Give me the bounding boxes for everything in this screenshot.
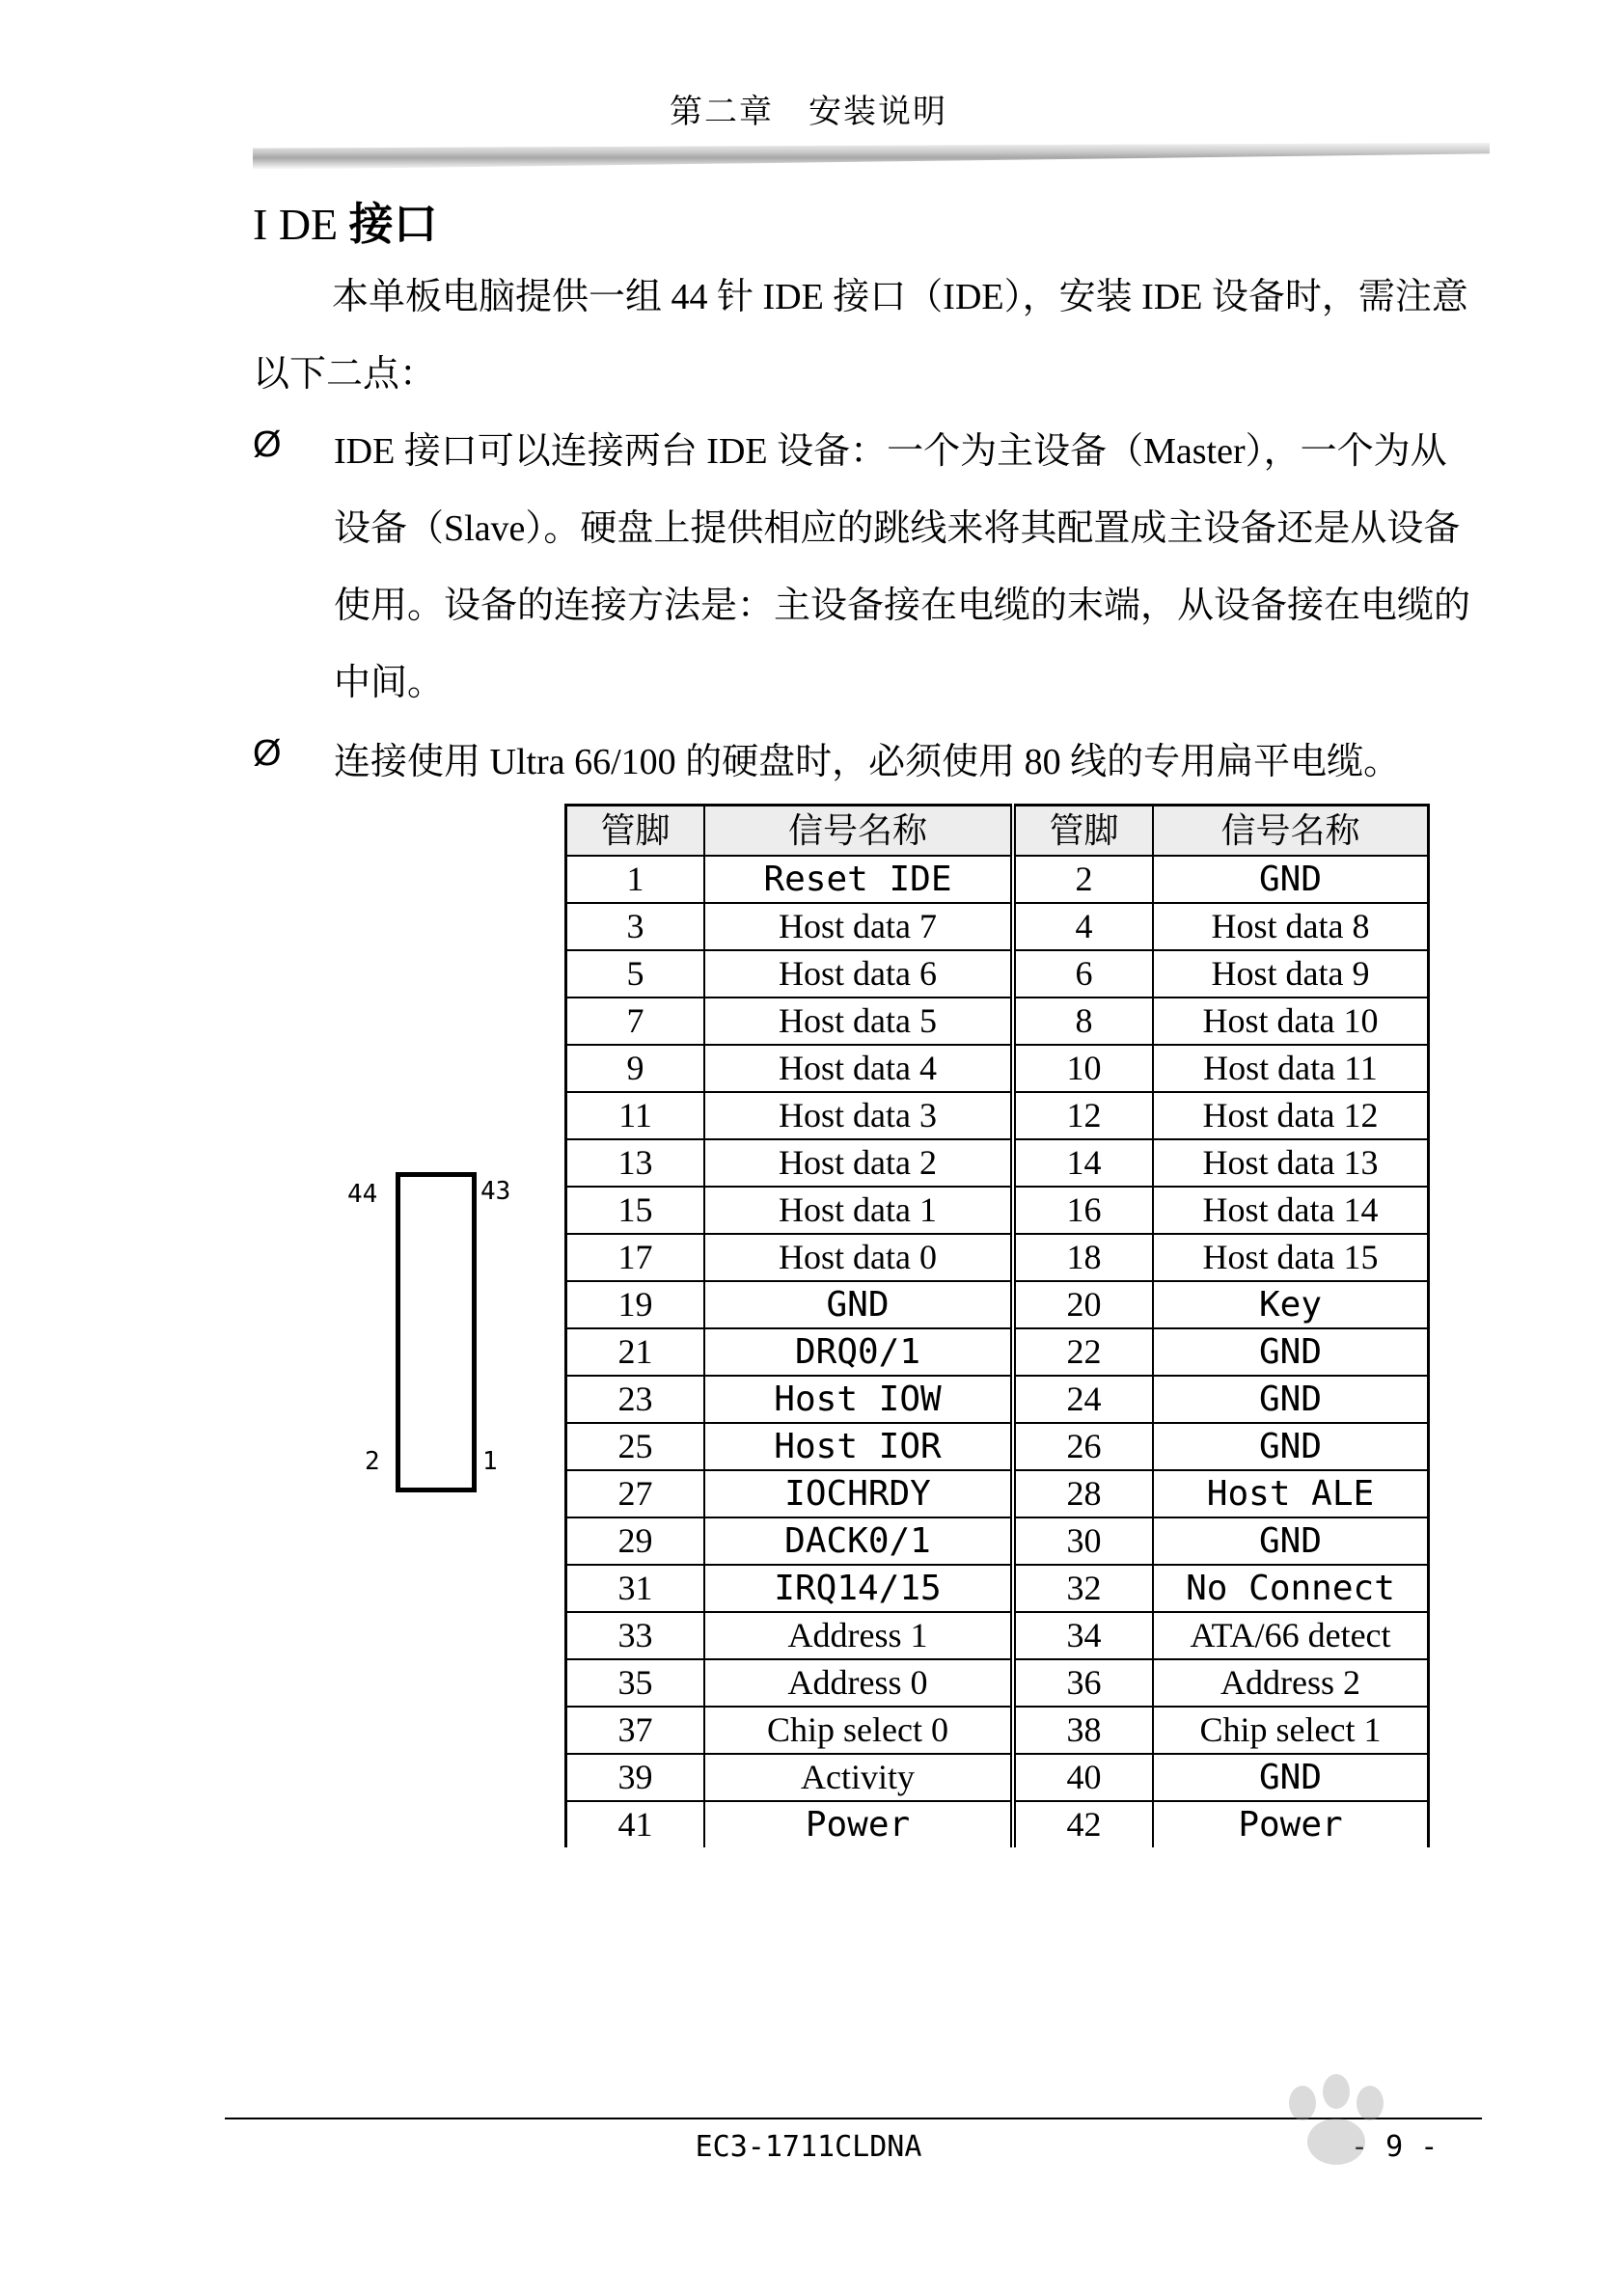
pin-number-cell: 6 — [1013, 950, 1153, 998]
pin-number-cell: 23 — [566, 1376, 705, 1423]
pin-number-cell: 17 — [566, 1234, 705, 1281]
connector-pin-label: 1 — [482, 1447, 498, 1476]
signal-name-cell: Host data 1 — [704, 1187, 1013, 1234]
pin-number-cell: 22 — [1013, 1328, 1153, 1376]
table-row — [566, 1707, 1429, 1754]
pin-number-cell: 32 — [1013, 1565, 1153, 1612]
pin-number-cell: 38 — [1013, 1707, 1153, 1754]
signal-name-cell: Host data 13 — [1153, 1139, 1429, 1187]
signal-name-cell: GND — [1153, 1328, 1429, 1376]
signal-name-cell: Host data 0 — [704, 1234, 1013, 1281]
page-number: - 9 - — [1351, 2130, 1439, 2164]
table-row — [566, 1423, 1429, 1470]
pin-number-cell: 39 — [566, 1754, 705, 1801]
signal-name-cell: Host data 7 — [704, 903, 1013, 950]
signal-name-cell: Host data 8 — [1153, 903, 1429, 950]
connector-pin-label: 44 — [347, 1180, 378, 1209]
signal-name-cell: Host data 3 — [704, 1092, 1013, 1139]
signal-name-cell: Address 2 — [1153, 1659, 1429, 1707]
signal-name-cell: Host IOW — [704, 1376, 1013, 1423]
column-header: 信号名称 — [704, 806, 1013, 857]
column-header: 管脚 — [566, 806, 705, 857]
signal-name-cell: Key — [1153, 1281, 1429, 1328]
signal-name-cell: GND — [704, 1281, 1013, 1328]
pin-number-cell: 41 — [566, 1801, 705, 1847]
signal-name-cell: IRQ14/15 — [704, 1565, 1013, 1612]
table-row — [566, 1234, 1429, 1281]
pin-number-cell: 5 — [566, 950, 705, 998]
signal-name-cell: Host data 15 — [1153, 1234, 1429, 1281]
signal-name-cell: Host data 11 — [1153, 1045, 1429, 1092]
table-row — [566, 1754, 1429, 1801]
table-row — [566, 1092, 1429, 1139]
table-row — [566, 1470, 1429, 1517]
table-row — [566, 1045, 1429, 1092]
table-row — [566, 950, 1429, 998]
pin-number-cell: 11 — [566, 1092, 705, 1139]
pin-number-cell: 42 — [1013, 1801, 1153, 1847]
signal-name-cell: GND — [1153, 1754, 1429, 1801]
section-title — [253, 189, 438, 253]
signal-name-cell: Host ALE — [1153, 1470, 1429, 1517]
signal-name-cell: Host data 6 — [704, 950, 1013, 998]
table-row — [566, 1801, 1429, 1847]
signal-name-cell: DACK0/1 — [704, 1517, 1013, 1565]
pin-number-cell: 35 — [566, 1659, 705, 1707]
section-title-main: 接口 — [348, 200, 438, 249]
pin-number-cell: 24 — [1013, 1376, 1153, 1423]
signal-name-cell: Host data 5 — [704, 998, 1013, 1045]
table-row — [566, 1139, 1429, 1187]
pin-number-cell: 3 — [566, 903, 705, 950]
pin-number-cell: 18 — [1013, 1234, 1153, 1281]
column-header: 管脚 — [1013, 806, 1153, 857]
signal-name-cell: Activity — [704, 1754, 1013, 1801]
pin-number-cell: 15 — [566, 1187, 705, 1234]
pin-number-cell: 34 — [1013, 1612, 1153, 1659]
signal-name-cell: Host data 10 — [1153, 998, 1429, 1045]
pin-number-cell: 29 — [566, 1517, 705, 1565]
signal-name-cell: Power — [704, 1801, 1013, 1847]
table-row — [566, 1187, 1429, 1234]
pin-number-cell: 16 — [1013, 1187, 1153, 1234]
pin-number-cell: 13 — [566, 1139, 705, 1187]
table-row — [566, 1328, 1429, 1376]
pin-number-cell: 28 — [1013, 1470, 1153, 1517]
signal-name-cell: IOCHRDY — [704, 1470, 1013, 1517]
pin-number-cell: 2 — [1013, 856, 1153, 903]
watermark-logo — [1148, 2045, 1534, 2238]
signal-name-cell: No Connect — [1153, 1565, 1429, 1612]
signal-name-cell: DRQ0/1 — [704, 1328, 1013, 1376]
signal-name-cell: Host data 14 — [1153, 1187, 1429, 1234]
pin-number-cell: 33 — [566, 1612, 705, 1659]
pin-number-cell: 19 — [566, 1281, 705, 1328]
chapter-header: 第二章 安装说明 — [670, 93, 947, 131]
table-row — [566, 998, 1429, 1045]
signal-name-cell: Host data 9 — [1153, 950, 1429, 998]
table-header-row — [566, 806, 1429, 857]
pin-number-cell: 14 — [1013, 1139, 1153, 1187]
table-row — [566, 1517, 1429, 1565]
pin-number-cell: 37 — [566, 1707, 705, 1754]
pin-number-cell: 9 — [566, 1045, 705, 1092]
pin-number-cell: 8 — [1013, 998, 1153, 1045]
pin-number-cell: 40 — [1013, 1754, 1153, 1801]
pin-number-cell: 36 — [1013, 1659, 1153, 1707]
signal-name-cell: GND — [1153, 1423, 1429, 1470]
pin-number-cell: 27 — [566, 1470, 705, 1517]
footer-model: EC3-1711CLDNA — [695, 2130, 922, 2164]
signal-name-cell: Power — [1153, 1801, 1429, 1847]
section-title-prefix: I DE — [253, 200, 339, 249]
table-row — [566, 903, 1429, 950]
signal-name-cell: GND — [1153, 856, 1429, 903]
connector-pin-label: 2 — [365, 1447, 380, 1476]
table-row — [566, 856, 1429, 903]
signal-name-cell: Reset IDE — [704, 856, 1013, 903]
signal-name-cell: Host data 2 — [704, 1139, 1013, 1187]
signal-name-cell: Address 0 — [704, 1659, 1013, 1707]
table-row — [566, 1659, 1429, 1707]
connector-pin-label: 43 — [480, 1177, 511, 1206]
pin-number-cell: 12 — [1013, 1092, 1153, 1139]
signal-name-cell: Chip select 1 — [1153, 1707, 1429, 1754]
pin-number-cell: 21 — [566, 1328, 705, 1376]
bullet-text: IDE 接口可以连接两台 IDE 设备：一个为主设备（Master），一个为从设备（Slave）。硬盘上提供相应的跳线来将其配置成主设备还是从设备使用。设备的连接方法是：主设备接在电缆的末端，从设备接在电缆的中间。 — [334, 431, 1471, 703]
table-row — [566, 1376, 1429, 1423]
column-header: 信号名称 — [1153, 806, 1429, 857]
table-row — [566, 1565, 1429, 1612]
signal-name-cell: Host data 4 — [704, 1045, 1013, 1092]
bullet-icon: Ø — [253, 733, 282, 774]
signal-name-cell: GND — [1153, 1376, 1429, 1423]
pin-number-cell: 7 — [566, 998, 705, 1045]
signal-name-cell: GND — [1153, 1517, 1429, 1565]
signal-name-cell: Address 1 — [704, 1612, 1013, 1659]
pin-number-cell: 4 — [1013, 903, 1153, 950]
signal-name-cell: ATA/66 detect — [1153, 1612, 1429, 1659]
pin-number-cell: 1 — [566, 856, 705, 903]
header-rule — [253, 143, 1490, 170]
pin-number-cell: 30 — [1013, 1517, 1153, 1565]
pin-number-cell: 26 — [1013, 1423, 1153, 1470]
pin-number-cell: 10 — [1013, 1045, 1153, 1092]
ide-pinout-table — [564, 804, 1430, 1847]
ide-connector-diagram — [396, 1172, 477, 1492]
signal-name-cell: Host IOR — [704, 1423, 1013, 1470]
pin-number-cell: 25 — [566, 1423, 705, 1470]
pin-number-cell: 31 — [566, 1565, 705, 1612]
table-row — [566, 1281, 1429, 1328]
bullet-icon: Ø — [253, 424, 282, 465]
bullet-text: 连接使用 Ultra 66/100 的硬盘时，必须使用 80 线的专用扁平电缆。 — [334, 742, 1401, 782]
signal-name-cell: Chip select 0 — [704, 1707, 1013, 1754]
signal-name-cell: Host data 12 — [1153, 1092, 1429, 1139]
table-row — [566, 1612, 1429, 1659]
intro-paragraph: 本单板电脑提供一组 44 针 IDE 接口（IDE），安装 IDE 设备时，需注意以下二点： — [253, 277, 1468, 395]
pin-number-cell: 20 — [1013, 1281, 1153, 1328]
